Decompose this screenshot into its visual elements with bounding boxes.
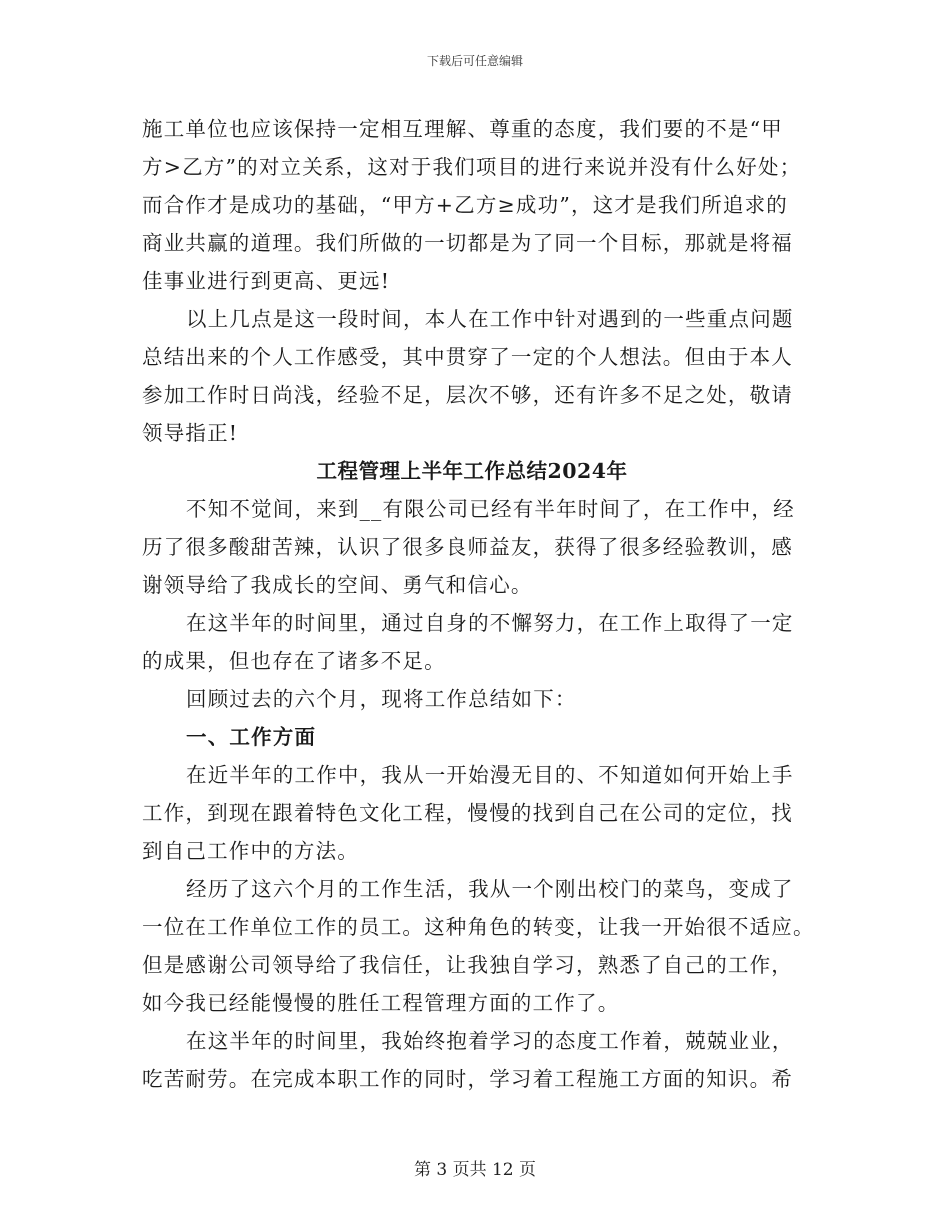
body-text-line: 商业共赢的道理。我们所做的一切都是为了同一个目标，那就是将福 xyxy=(142,231,793,255)
body-text-line: 到自己工作中的方法。 xyxy=(142,839,359,863)
body-text-line: 但是感谢公司领导给了我信任，让我独自学习，熟悉了自己的工作， xyxy=(142,953,793,977)
body-text-line: 吃苦耐劳。在完成本职工作的同时，学习着工程施工方面的知识。希 xyxy=(142,1067,793,1091)
body-text-line: 的成果，但也存在了诸多不足。 xyxy=(142,649,446,673)
paragraph-first-line: 以上几点是这一段时间，本人在工作中针对遇到的一些重点问题 xyxy=(186,307,794,331)
paragraph-first-line: 经历了这六个月的工作生活，我从一个刚出校门的菜鸟，变成了 xyxy=(186,877,794,901)
section-title: 工程管理上半年工作总结2024年 xyxy=(316,459,628,483)
body-text-line: 总结出来的个人工作感受，其中贯穿了一定的个人想法。但由于本人 xyxy=(142,345,793,369)
body-text-line: 一位在工作单位工作的员工。这种角色的转变，让我一开始很不适应。 xyxy=(142,915,815,939)
page-header-note: 下载后可任意编辑 xyxy=(426,54,523,68)
body-text-line: 领导指正! xyxy=(142,421,239,445)
body-text-line: 佳事业进行到更高、更远! xyxy=(142,269,391,293)
body-text-line: 方>乙方”的对立关系，这对于我们项目的进行来说并没有什么好处； xyxy=(142,155,802,179)
body-text-line: 参加工作时日尚浅，经验不足，层次不够，还有许多不足之处，敬请 xyxy=(142,383,793,407)
body-text-line: 而合作才是成功的基础，“甲方+乙方≥成功”，这才是我们所追求的 xyxy=(142,193,789,217)
paragraph-first-line: 回顾过去的六个月，现将工作总结如下： xyxy=(186,687,577,711)
document-body xyxy=(142,110,815,1098)
paragraph-first-line: 在近半年的工作中，我从一开始漫无目的、不知道如何开始上手 xyxy=(186,763,794,787)
paragraph-first-line: 在这半年的时间里，我始终抱着学习的态度工作着，兢兢业业， xyxy=(186,1029,794,1053)
body-text-line: 如今我已经能慢慢的胜任工程管理方面的工作了。 xyxy=(142,991,620,1015)
subsection-heading: 一、工作方面 xyxy=(186,725,317,749)
paragraph-first-line: 不知不觉间，来到__有限公司已经有半年时间了，在工作中，经 xyxy=(186,497,795,521)
paragraph-first-line: 在这半年的时间里，通过自身的不懈努力，在工作上取得了一定 xyxy=(186,611,794,635)
body-text-line: 施工单位也应该保持一定相互理解、尊重的态度，我们要的不是“甲 xyxy=(142,117,783,141)
body-text-line: 谢领导给了我成长的空间、勇气和信心。 xyxy=(142,573,533,597)
body-text-line: 历了很多酸甜苦辣，认识了很多良师益友，获得了很多经验教训，感 xyxy=(142,535,793,559)
body-text-line: 工作，到现在跟着特色文化工程，慢慢的找到自己在公司的定位，找 xyxy=(142,801,793,825)
page-number-footer: 第 3 页共 12 页 xyxy=(413,1160,537,1180)
